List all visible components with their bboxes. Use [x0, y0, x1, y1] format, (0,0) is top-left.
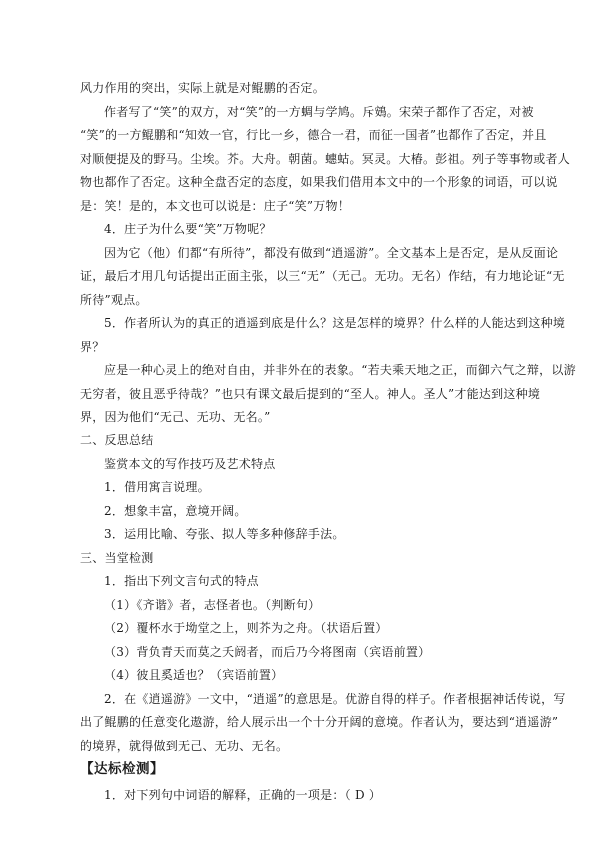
question-line: 1．对下列句中词语的解释，正确的一项是：（ D ）	[104, 788, 382, 802]
paragraph-line: 所待”观点。	[80, 293, 148, 307]
list-item: （4）彼且奚适也？（宾语前置）	[104, 668, 284, 682]
paragraph-line: “笑”的一方鲲鹏和“知效一官，行比一乡，德合一君，而征一国者”也都作了否定，并且	[80, 128, 547, 142]
question-line: 1．指出下列文言句式的特点	[104, 574, 259, 588]
header-rule	[0, 0, 595, 1]
list-item: 3．运用比喻、夸张、拟人等多种修辞手法。	[104, 527, 345, 541]
section-heading: 三、当堂检测	[80, 551, 154, 565]
bracket-heading: 【达标检测】	[80, 761, 164, 777]
paragraph-line: 界，因为他们“无己、无功、无名。”	[80, 410, 271, 424]
list-item: （3）背负青天而莫之夭阏者，而后乃今将图南（宾语前置）	[104, 645, 431, 659]
section-heading: 二、反思总结	[80, 433, 154, 447]
paragraph-line: 出了鲲鹏的任意变化遨游，给人展示出一个十分开阔的意境。作者认为，要达到“逍遥游”	[80, 715, 559, 729]
paragraph-line: 无穷者，彼且恶乎待哉？”也只有课文最后提到的“至人。神人。圣人”才能达到这种境	[80, 387, 541, 401]
paragraph-line: 风力作用的突出，实际上就是对鲲鹏的否定。	[80, 81, 326, 95]
list-item: （2）覆杯水于坳堂之上，则芥为之舟。（状语后置）	[104, 621, 388, 635]
paragraph-line: 物也都作了否定。这种全盘否定的态度，如果我们借用本文中的一个形象的词语，可以说	[80, 175, 558, 189]
paragraph-line: 对顺便提及的野马。尘埃。芥。大舟。朝菌。蟪蛄。冥灵。大椿。彭祖。列子等事物或者人	[80, 152, 571, 166]
list-item: （1）《齐谐》者，志怪者也。（判断句）	[104, 598, 321, 612]
paragraph-line: 作者写了“笑”的双方，对“笑”的一方蜩与学鸠。斥鴳。宋荣子都作了否定，对被	[104, 105, 534, 119]
paragraph-line: 是：笑！是的，本文也可以说是：庄子“笑”万物！	[80, 199, 351, 213]
list-item: 2．想象丰富，意境开阔。	[104, 504, 247, 518]
question-line: 5．作者所认为的真正的逍遥到底是什么？这是怎样的境界？什么样的人能达到这种境	[104, 316, 566, 330]
question-line: 2．在《逍遥游》一文中，“逍遥”的意思是。优游自得的样子。作者根据神话传说，写	[104, 692, 566, 706]
paragraph-line: 因为它（他）们都“有所待”，都没有做到“逍遥游”。全文基本上是否定，是从反面论	[104, 246, 559, 260]
paragraph-line: 证，最后才用几句话提出正面主张，以三“无”（无己。无功。无名）作结，有力地论证“无	[80, 269, 565, 283]
paragraph-line: 应是一种心灵上的绝对自由，并非外在的表象。“若夫乘天地之正，而御六气之辩，以游	[104, 363, 576, 377]
list-item: 1．借用寓言说理。	[104, 480, 210, 494]
question-line: 4．庄子为什么要“笑”万物呢？	[104, 222, 272, 236]
paragraph-line: 的境界，就得做到无己、无功、无名。	[80, 739, 289, 753]
paragraph-line: 界？	[80, 340, 105, 354]
paragraph-line: 鉴赏本文的写作技巧及艺术特点	[104, 457, 276, 471]
